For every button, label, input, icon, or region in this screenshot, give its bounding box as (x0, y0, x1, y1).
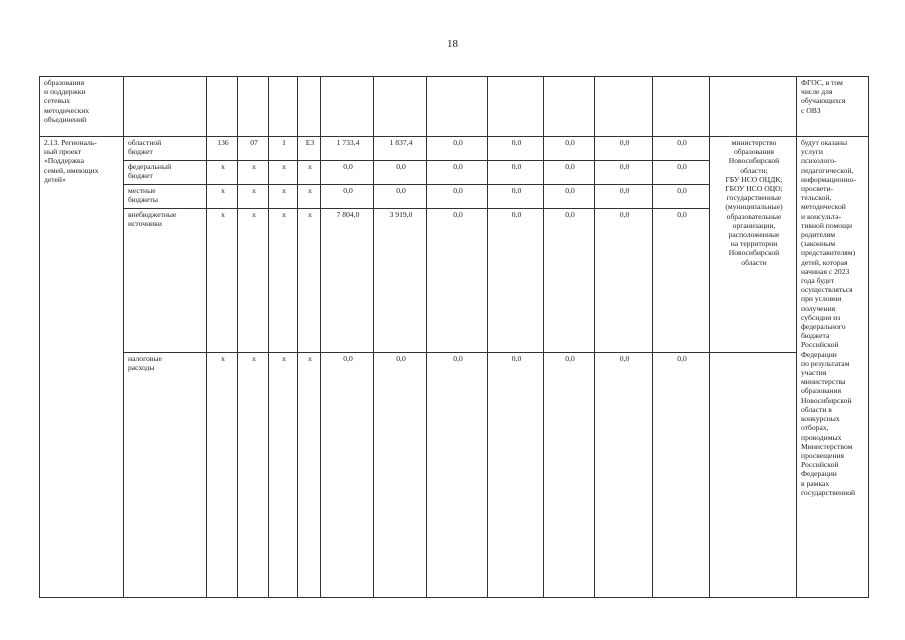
funding-source-cell (124, 353, 207, 598)
responsible-line: Новосибирской (728, 156, 780, 166)
funding-source-line: бюджет (128, 171, 153, 181)
result-line: родителям (801, 230, 836, 240)
empty-cell (207, 77, 238, 137)
responsible-line: образования (733, 147, 775, 157)
rz-cell: х (238, 209, 269, 353)
grbs-cell: х (207, 161, 238, 185)
amount-cell: 0,0 (427, 185, 488, 209)
amount-cell: 0,0 (427, 209, 488, 353)
responsible-cell (710, 77, 797, 137)
funding-source-line: источники (128, 219, 162, 229)
amount-cell: 7 804,0 (321, 209, 374, 353)
funding-source-line: федеральный (128, 162, 172, 171)
grbs-cell: 136 (207, 137, 238, 161)
responsible-cell (710, 137, 797, 353)
result-line: конкурсных (801, 414, 840, 424)
event-line: и поддержки (44, 87, 86, 97)
empty-cell (321, 77, 374, 137)
result-line: методической (801, 202, 846, 212)
empty-cell (124, 77, 207, 137)
result-line: образования (801, 386, 842, 396)
result-cell (797, 137, 869, 598)
result-line: бюджета (801, 331, 830, 341)
amount-cell: 0,0 (374, 353, 427, 598)
amount-cell: 0,0 (321, 353, 374, 598)
amount-cell: 0,0 (653, 137, 710, 161)
result-line: Новосибирской (801, 395, 852, 405)
result-line: государственной (801, 487, 856, 497)
responsible-cell (710, 353, 797, 598)
amount-cell: 0,0 (427, 353, 488, 598)
amount-cell: 0,0 (544, 161, 595, 185)
empty-cell (427, 77, 488, 137)
responsible-line: образовательные (726, 211, 782, 221)
rz-cell: х (238, 353, 269, 598)
pr-cell: 1 (269, 137, 298, 161)
responsible-line: ГБУ НСО ОЦДК; (725, 174, 783, 184)
amount-cell: 1 733,4 (321, 137, 374, 161)
pr-cell: х (269, 209, 298, 353)
csr-cell: х (298, 185, 321, 209)
result-line: министерства (801, 377, 846, 387)
amount-cell: 0,0 (488, 209, 544, 353)
result-line: федерального (801, 322, 846, 332)
amount-cell: 0,0 (595, 185, 653, 209)
amount-cell: 0,0 (595, 209, 653, 353)
responsible-line: организации, (732, 220, 776, 230)
funding-source-cell (124, 161, 207, 185)
amount-cell: 1 837,4 (374, 137, 427, 161)
amount-cell: 0,0 (653, 161, 710, 185)
result-line: информационно- (801, 174, 857, 184)
amount-cell: 0,0 (544, 185, 595, 209)
result-line: Российской (801, 460, 839, 470)
program-table (39, 76, 869, 598)
result-line: представителям) (801, 248, 856, 258)
amount-cell: 0,0 (595, 161, 653, 185)
result-line: проводимых (801, 432, 842, 442)
page-number: 18 (447, 38, 458, 50)
table-row (40, 137, 869, 161)
empty-cell (488, 77, 544, 137)
csr-cell: Е3 (298, 137, 321, 161)
amount-cell: 0,0 (488, 353, 544, 598)
empty-cell (595, 77, 653, 137)
responsible-line: области; (740, 165, 768, 175)
result-line: с ОВЗ (801, 105, 821, 115)
responsible-line: министерство (731, 138, 777, 147)
result-line: участия (801, 368, 827, 378)
amount-cell: 0,0 (321, 161, 374, 185)
result-line: педагогической, (801, 165, 854, 175)
pr-cell: х (269, 161, 298, 185)
result-line: начиная с 2023 (801, 266, 850, 276)
result-line: области в (801, 404, 832, 414)
funding-source-line: областной (128, 138, 162, 147)
amount-cell: 0,0 (595, 137, 653, 161)
result-line: осуществляться (801, 285, 853, 295)
amount-cell: 0,0 (321, 185, 374, 209)
csr-cell: х (298, 161, 321, 185)
amount-cell: 0,0 (653, 209, 710, 353)
empty-cell (269, 77, 298, 137)
amount-cell: 0,0 (427, 161, 488, 185)
result-line: просвети- (801, 184, 834, 194)
result-line: и консульта- (801, 211, 842, 221)
table-row (40, 77, 869, 137)
amount-cell: 0,0 (488, 185, 544, 209)
result-line: получения (801, 303, 836, 313)
amount-cell: 0,0 (488, 137, 544, 161)
event-line: 2.13. Региональ- (44, 138, 97, 147)
responsible-line: на территории (730, 239, 778, 249)
responsible-line: области (741, 257, 767, 267)
event-line: «Поддержка (44, 156, 84, 166)
result-cell (797, 77, 869, 137)
result-line: тивной помощи (801, 220, 853, 230)
result-line: будут оказаны (801, 138, 848, 147)
event-line: семей, имеющих (44, 165, 99, 175)
amount-cell: 3 919,0 (374, 209, 427, 353)
csr-cell: х (298, 209, 321, 353)
empty-cell (238, 77, 269, 137)
responsible-line: государственные (726, 193, 782, 203)
empty-cell (544, 77, 595, 137)
result-line: отборах, (801, 423, 829, 433)
event-line: детей» (44, 174, 66, 184)
grbs-cell: х (207, 185, 238, 209)
empty-cell (653, 77, 710, 137)
result-line: просвещения (801, 450, 844, 460)
rz-cell: 07 (238, 137, 269, 161)
event-cell (40, 137, 124, 598)
funding-source-cell (124, 137, 207, 161)
funding-source-line: бюджет (128, 147, 153, 157)
amount-cell: 0,0 (653, 185, 710, 209)
funding-source-line: бюджеты (128, 195, 158, 205)
result-line: услуги (801, 147, 823, 157)
result-line: тельской, (801, 193, 832, 203)
empty-cell (374, 77, 427, 137)
amount-cell: 0,0 (544, 353, 595, 598)
result-line: при условии (801, 294, 842, 304)
result-line: Министерством (801, 441, 853, 451)
result-line: обучающихся (801, 96, 846, 106)
result-line: психолого- (801, 156, 837, 166)
event-line: методических (44, 105, 90, 115)
pr-cell: х (269, 185, 298, 209)
result-line: по результатам (801, 358, 850, 368)
rz-cell: х (238, 161, 269, 185)
amount-cell: 0,0 (544, 209, 595, 353)
amount-cell: 0,0 (374, 161, 427, 185)
funding-source-line: расходы (128, 363, 155, 373)
event-line: образования (44, 78, 85, 87)
result-line: Федерации (801, 469, 837, 479)
result-line: Федерации (801, 349, 837, 359)
result-line: ФГОС, в том (801, 78, 843, 87)
responsible-line: ГБОУ НСО ОЦО; (725, 184, 783, 194)
grbs-cell: х (207, 353, 238, 598)
result-line: Российской (801, 340, 839, 350)
funding-source-line: местные (128, 186, 156, 195)
funding-source-line: внебюджетные (128, 210, 177, 219)
result-line: (законным (801, 239, 836, 249)
result-line: детей, которая (801, 257, 848, 267)
result-line: субсидии из (801, 312, 841, 322)
responsible-line: (муниципальные) (725, 202, 783, 212)
amount-cell: 0,0 (595, 353, 653, 598)
amount-cell: 0,0 (374, 185, 427, 209)
pr-cell: х (269, 353, 298, 598)
table-row (40, 353, 869, 598)
amount-cell: 0,0 (488, 161, 544, 185)
rz-cell: х (238, 185, 269, 209)
result-line: числе для (801, 87, 833, 97)
amount-cell: 0,0 (653, 353, 710, 598)
result-line: в рамках (801, 478, 830, 488)
funding-source-line: налоговые (128, 354, 162, 363)
event-line: объединений (44, 114, 87, 124)
amount-cell: 0,0 (544, 137, 595, 161)
empty-cell (298, 77, 321, 137)
event-line: ный проект (44, 147, 82, 157)
funding-source-cell (124, 185, 207, 209)
responsible-line: Новосибирской (728, 248, 780, 258)
result-line: года будет (801, 276, 835, 286)
grbs-cell: х (207, 209, 238, 353)
amount-cell: 0,0 (427, 137, 488, 161)
csr-cell: х (298, 353, 321, 598)
event-cell (40, 77, 124, 137)
funding-source-cell (124, 209, 207, 353)
responsible-line: расположенные (728, 230, 780, 240)
event-line: сетевых (44, 96, 71, 106)
